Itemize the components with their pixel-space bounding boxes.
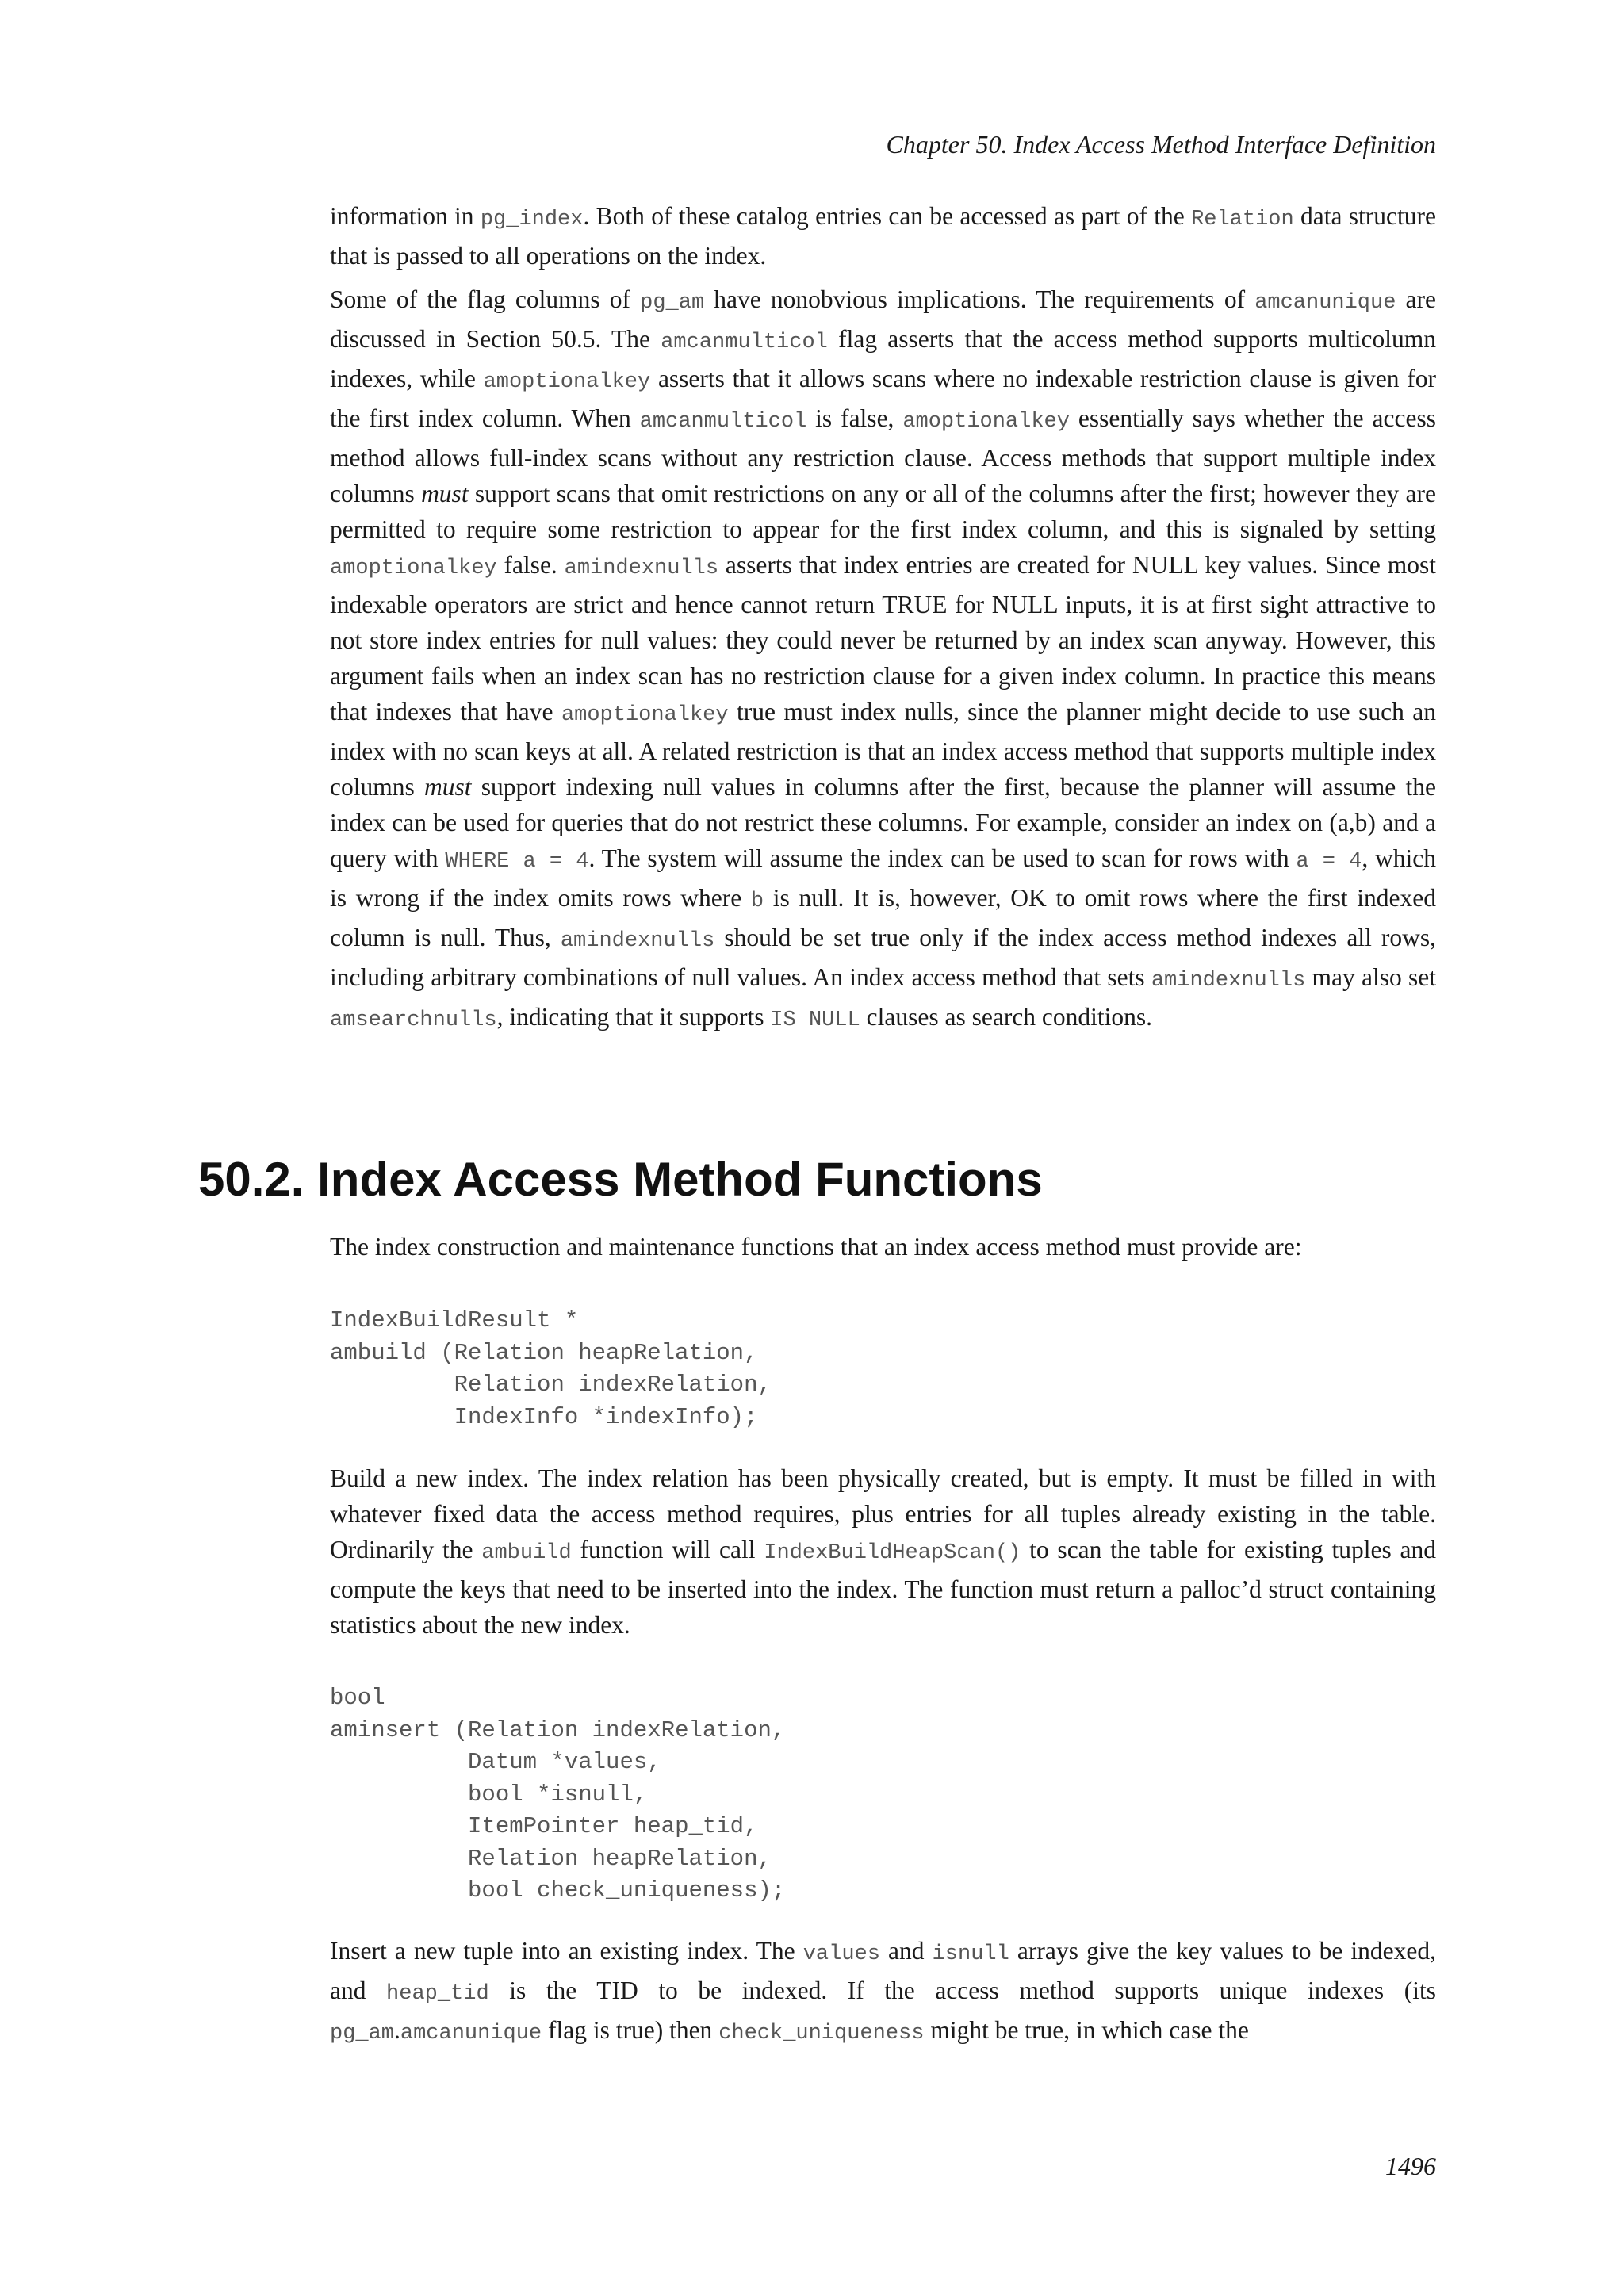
inline-code: amindexnulls [564,557,719,580]
paragraph-aminsert [330,1933,1436,2052]
inline-code: amcanunique [400,2022,542,2045]
text-run: might be true, in which case the [924,2016,1249,2044]
code-line: IndexBuildResult * [330,1307,579,1334]
text-run: support indexing null values in columns after the first, because the planner will assume the index can be used for queries that do not restrict these columns. For example, consider an index on (a,b) and a query with [330,773,1436,872]
text-run: . Both of these catalog entries can be accessed as part of the [583,202,1192,230]
text-run: support scans that omit restrictions on any or all of the columns after the first; however they are permitted to require some restriction to appear for the first index column, and this is signaled by setting [330,480,1436,543]
emphasis: must [421,480,469,507]
text-run: , which is wrong if the index omits rows where [330,844,1437,912]
paragraph-catalog-entries [330,198,1436,274]
inline-code: pg_index [480,208,584,232]
paragraph-functions-intro [330,1229,1436,1265]
text-run: true must index nulls, since the planner might decide to use such an index with no scan keys at all. A related restriction is that an index access method that supports multiple index columns [330,698,1437,801]
inline-code: heap_tid [386,1982,489,2006]
text-run: should be set true only if the index access method indexes all rows, including arbitrary combinations of null values. An index access method that sets [330,924,1437,991]
text-run: asserts that index entries are created for NULL key values. Since most indexable operators are strict and hence cannot return TRUE for NULL inputs, it is at first sight attractive to not store index entries for null values: they could never be returned by an index scan anyway. However, this argument fails when an index scan has no restriction clause for a given index column. In practice this means that indexes that have [330,551,1436,725]
inline-code: amsearchnulls [330,1008,497,1032]
inline-code: IS NULL [770,1008,860,1032]
code-line: Datum *values, [330,1749,661,1775]
text-run: false. [496,551,565,579]
text-run: are discussed in Section 50.5. The [330,285,1436,353]
text-run: . [394,2016,400,2044]
inline-code: a = 4 [1296,850,1362,874]
inline-code: amindexnulls [1151,969,1306,993]
text-run: . The system will assume the index can be used to scan for rows with [588,844,1297,872]
text-run: information in [330,202,481,230]
code-line: bool *isnull, [330,1781,648,1808]
inline-code: isnull [932,1942,1009,1966]
text-run: may also set [1305,963,1437,991]
code-block-aminsert [330,1682,785,1908]
inline-code: ambuild [481,1541,572,1565]
inline-code: pg_am [640,291,705,315]
inline-code: amcanmulticol [639,410,807,434]
code-line: Relation heapRelation, [330,1845,772,1872]
code-line: ItemPointer heap_tid, [330,1813,758,1839]
inline-code: WHERE a = 4 [445,850,589,874]
text-run: and [879,1937,933,1965]
code-block-ambuild [330,1305,772,1433]
text-run: arrays give the key values to be indexed, and [330,1937,1436,2004]
inline-code: amoptionalkey [561,703,729,727]
inline-code: amoptionalkey [483,370,651,394]
page-number: 1496 [1385,2152,1436,2180]
text-run: function will call [571,1536,764,1563]
emphasis: must [423,773,472,801]
text-run: Build a new index. The index relation has been physically created, but is empty. It must be filled in with whatever fixed data the access method requires, plus entries for all tuples already existing in the table. Ordinarily the [330,1464,1436,1563]
inline-code: values [802,1942,880,1966]
text-run: is the TID to be indexed. If the access method supports unique indexes (its [488,1976,1436,2004]
inline-code: amindexnulls [560,929,715,953]
paragraph-flag-columns [330,281,1436,1039]
inline-code: Relation [1191,208,1294,232]
inline-code: check_uniqueness [718,2022,925,2045]
inline-code: amoptionalkey [330,557,497,580]
inline-code: amcanunique [1254,291,1396,315]
inline-code: pg_am [330,2022,395,2045]
code-line: Relation indexRelation, [330,1372,772,1398]
inline-code: b [750,890,764,913]
text-run: is false, [806,404,903,432]
text-run: data structure that is passed to all operations on the index. [330,202,1436,270]
text-run: clauses as search conditions. [860,1003,1153,1031]
text-run: to scan the table for existing tuples and compute the keys that need to be inserted into the index. The function must return a palloc’d struct containing statistics about the new index. [330,1536,1437,1639]
text-run: flag asserts that the access method supports multicolumn indexes, while [330,325,1436,392]
paragraph-ambuild [330,1460,1436,1643]
text-run: have nonobvious implications. The requirements of [704,285,1255,313]
text-run: is null. It is, however, OK to omit rows where the first indexed column is null. Thus, [330,884,1436,951]
code-line: bool check_uniqueness); [330,1877,786,1904]
running-header: Chapter 50. Index Access Method Interface Definition [886,130,1436,159]
code-line: bool [330,1685,385,1711]
text-run: essentially says whether the access method allows full-index scans without any restriction clause. Access methods that support multiple index columns [330,404,1436,507]
text-run: , indicating that it supports [496,1003,771,1031]
inline-code: amoptionalkey [902,410,1070,434]
section-heading: 50.2. Index Access Method Functions [198,1153,1043,1206]
text-run: Insert a new tuple into an existing index. The [330,1937,803,1965]
inline-code: IndexBuildHeapScan() [764,1541,1021,1565]
text-run: flag is true) then [542,2016,719,2044]
paragraph-text: The index construction and maintenance functions that an index access method must provide are: [330,1233,1302,1261]
code-line: IndexInfo *indexInfo); [330,1403,758,1430]
text-run: asserts that it allows scans where no indexable restriction clause is given for the first index column. When [330,365,1436,432]
code-line: aminsert (Relation indexRelation, [330,1716,786,1743]
code-line: ambuild (Relation heapRelation, [330,1339,758,1366]
inline-code: amcanmulticol [661,331,828,354]
text-run: Some of the flag columns of [330,285,641,313]
